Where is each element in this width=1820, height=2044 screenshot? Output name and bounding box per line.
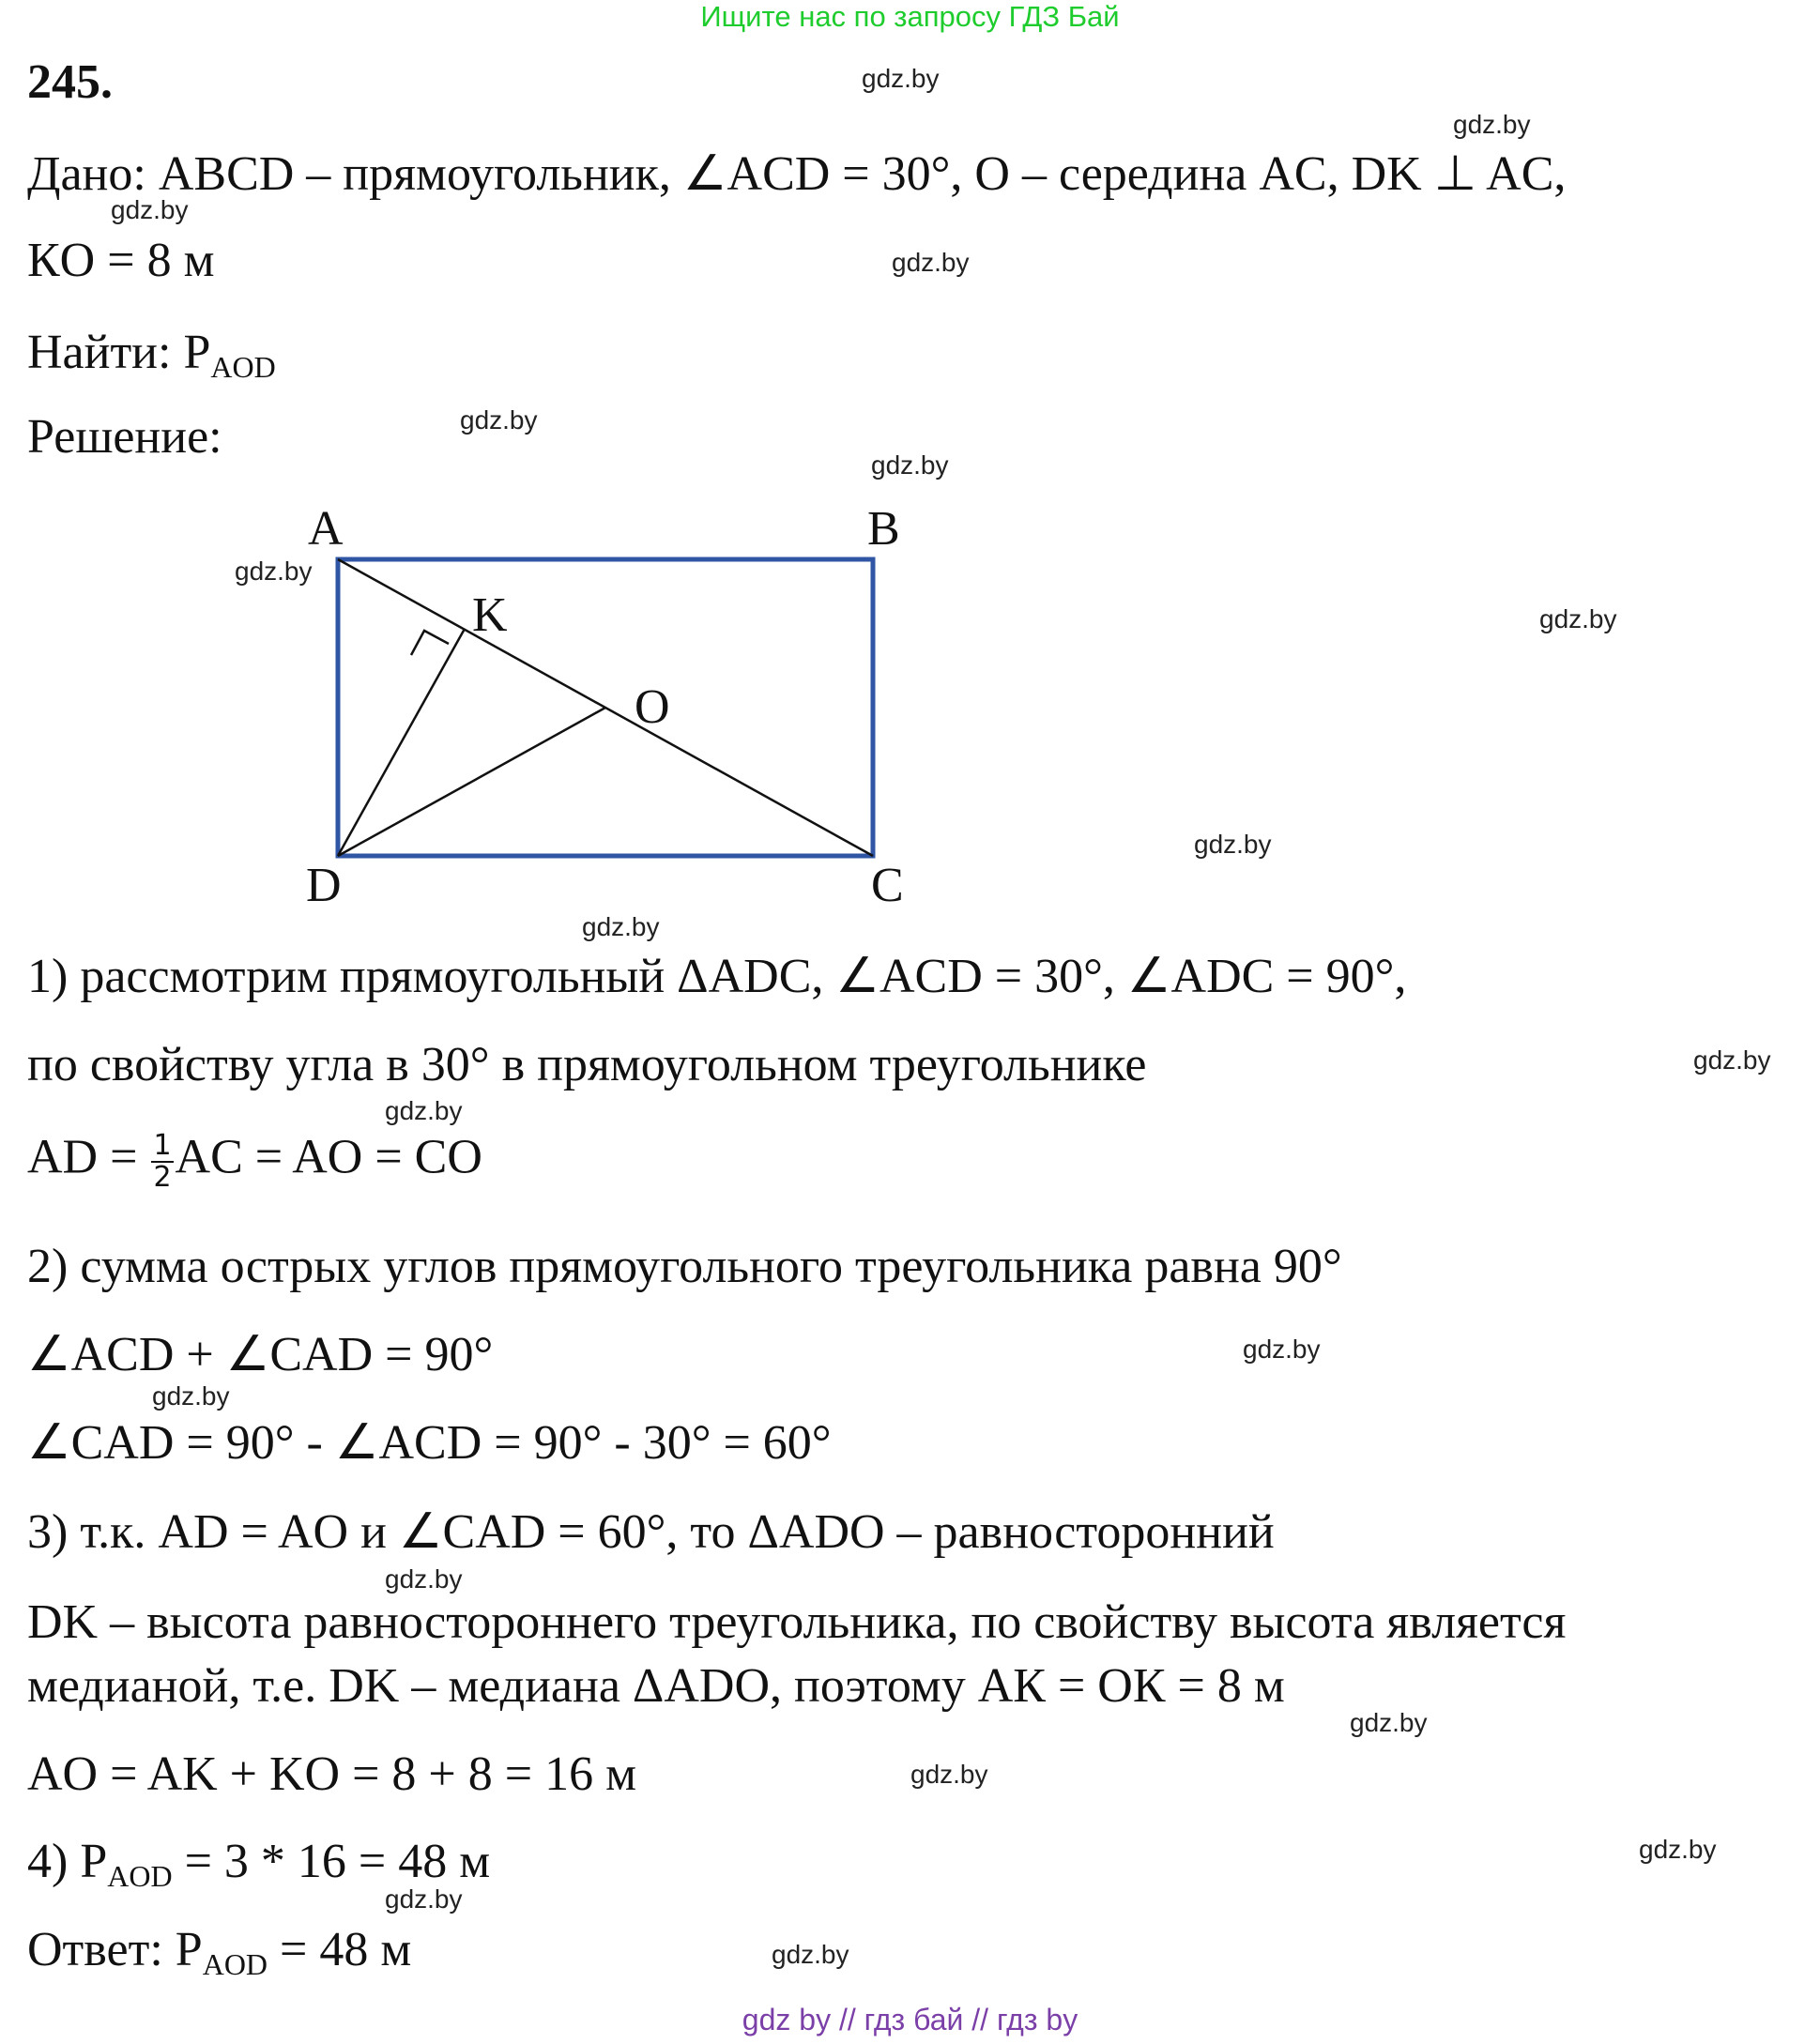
watermark: gdz.by xyxy=(862,64,940,93)
header-search-link[interactable]: Ищите нас по запросу ГДЗ Бай xyxy=(700,0,1120,33)
label-o: O xyxy=(635,680,670,734)
given-line-2: КO = 8 м xyxy=(27,234,215,287)
watermark: gdz.by xyxy=(1639,1835,1717,1864)
step4-prefix: 4) P xyxy=(27,1835,108,1888)
watermark: gdz.by xyxy=(1194,830,1272,859)
watermark: gdz.by xyxy=(772,1940,849,1969)
step4-rest: = 3 * 16 = 48 м xyxy=(172,1835,491,1888)
step3-line2: DK – высота равностороннего треугольника, по свойству высота является xyxy=(27,1595,1567,1649)
watermark: gdz.by xyxy=(1243,1335,1321,1364)
step1-line2: по свойству угла в 30° в прямоугольном треугольнике xyxy=(27,1038,1147,1091)
watermark: gdz.by xyxy=(385,1884,463,1914)
step1-line1: 1) рассмотрим прямоугольный ΔADC, ∠ACD = 30°, ∠ADC = 90°, xyxy=(27,950,1407,1003)
watermark: gdz.by xyxy=(910,1760,988,1789)
label-a: A xyxy=(308,502,344,556)
step2-line3: ∠CAD = 90° - ∠ACD = 90° - 30° = 60° xyxy=(27,1416,832,1470)
watermark: gdz.by xyxy=(1693,1045,1771,1075)
step2-line2: ∠ACD + ∠CAD = 90° xyxy=(27,1328,494,1381)
label-k: K xyxy=(472,588,508,642)
answer-rest: = 48 м xyxy=(268,1923,412,1976)
footer-links[interactable]: gdz by // гдз бай // гдз by xyxy=(742,2003,1078,2036)
watermark: gdz.by xyxy=(582,912,660,941)
watermark: gdz.by xyxy=(235,557,313,586)
watermark: gdz.by xyxy=(385,1564,463,1594)
watermark: gdz.by xyxy=(385,1096,463,1125)
watermark: gdz.by xyxy=(892,248,970,277)
fraction-denominator: 2 xyxy=(153,1160,172,1194)
answer-subscript: AOD xyxy=(202,1947,268,1981)
one-half-fraction xyxy=(151,1131,173,1192)
answer-prefix: Ответ: P xyxy=(27,1923,203,1976)
watermark: gdz.by xyxy=(460,405,538,435)
step2-line1: 2) сумма острых углов прямоугольного треугольника равна 90° xyxy=(27,1240,1342,1293)
fraction-numerator: 1 xyxy=(153,1129,172,1162)
label-c: C xyxy=(871,859,904,912)
problem-number: 245. xyxy=(27,55,113,109)
step4-subscript: AOD xyxy=(107,1859,173,1893)
given-line-1: Дано: ABCD – прямоугольник, ∠ACD = 30°, O – середина AC, DK ⊥ AC, xyxy=(27,147,1567,201)
step3-line3: медианой, т.е. DK – медиана ΔADO, поэтому АК = ОК = 8 м xyxy=(27,1659,1285,1713)
watermark: gdz.by xyxy=(1539,604,1617,633)
step3-line4: AO = AK + KO = 8 + 8 = 16 м xyxy=(27,1747,636,1801)
step1-line3-end: AC = AO = CO xyxy=(175,1130,482,1184)
label-d: D xyxy=(306,859,342,912)
solution-label: Решение: xyxy=(27,410,222,464)
watermark: gdz.by xyxy=(152,1381,230,1411)
answer-line xyxy=(27,1923,412,1981)
step3-line1: 3) т.к. AD = AO и ∠CAD = 60°, то ΔADO – равносторонний xyxy=(27,1505,1275,1559)
step1-line3-start: AD = xyxy=(27,1130,150,1184)
watermark: gdz.by xyxy=(1350,1708,1428,1737)
watermark: gdz.by xyxy=(871,450,949,480)
label-b: B xyxy=(867,502,900,556)
right-angle-mark xyxy=(411,631,449,655)
step4-line xyxy=(27,1835,491,1893)
find-subscript: AOD xyxy=(210,350,276,384)
watermark: gdz.by xyxy=(111,195,189,224)
step1-line3 xyxy=(27,1131,482,1192)
find-prefix: Найти: P xyxy=(27,326,211,379)
watermark: gdz.by xyxy=(1453,110,1531,139)
